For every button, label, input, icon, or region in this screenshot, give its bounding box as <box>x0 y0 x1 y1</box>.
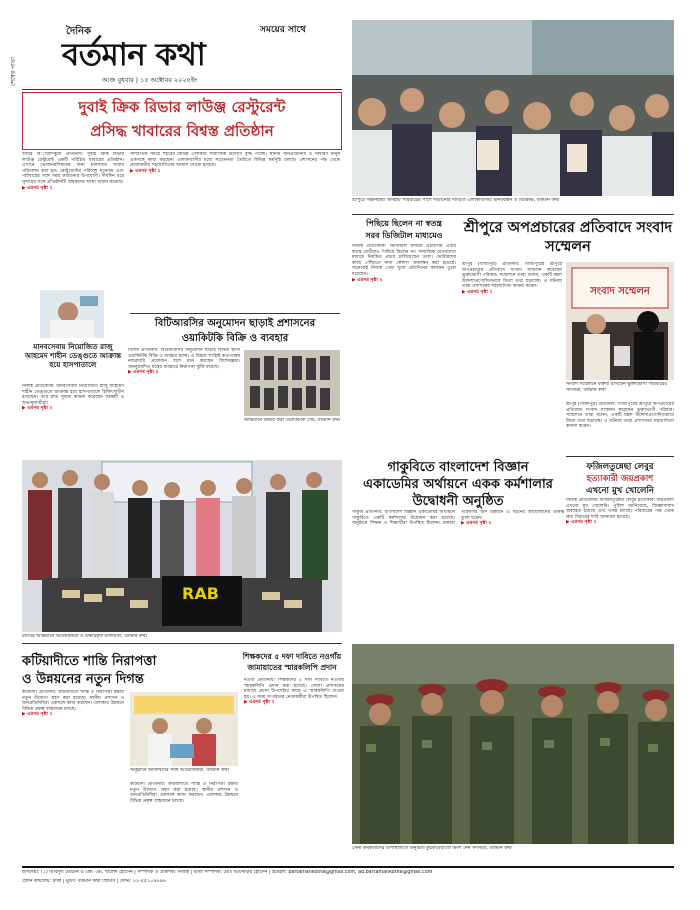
story-mid-top-body: সাম্প্রতিক সময়ে শহরের বিভিন্ন এলাকায় সামাজিক উদ্যোগ বৃদ্ধি পাচ্ছে। স্থানীয় জনপ্রতিনিধি ও সাধারণ মানুষ একসঙ্গে কাজ করছেন। এলাকাবাসীর মধ্যে সচেতনতা তৈরিতে বিভিন্ন কর্মসূচি চলছে। প্রশাসনের পক্ষ থেকে প্রয়োজনীয় সহযোগিতার আশ্বাস দেওয়া হয়েছে। <box>130 152 340 169</box>
faz-body-block <box>566 498 674 640</box>
faz-title-1: ফজিলতুন্নেছা লেবুর <box>586 462 654 472</box>
btrc-body: বিশেষ প্রতিনিধি: বিটিআরসির অনুমোদন ছাড়াই বিভিন্ন স্থানে ওয়াকিটকি বিক্রি ও ব্যবহার হচ্ছে। এ বিষয়ে সংশ্লিষ্ট কর্তৃপক্ষের নজরদারি প্রয়োজন বলে মনে করছেন বিশেষজ্ঞরা। অননুমোদিত যন্ত্রের ব্যবহারে নিরাপত্তা ঝুঁকি বাড়ছে। <box>128 348 240 370</box>
sreepur-title: শ্রীপুরে অপপ্রচারের প্রতিবাদে সংবাদ সম্মেলন <box>463 219 673 255</box>
btrc-caption: অভিযানে উদ্ধার করা ওয়াকিটকি সেট, বর্তমান কথা <box>244 418 340 423</box>
gaku-title-1: গাকুবিতে বাংলাদেশ বিজ্ঞান <box>387 460 529 475</box>
masthead-rule <box>22 89 342 90</box>
btrc-title-1: বিটিআরসির অনুমোদন ছাড়াই প্রশাসনের <box>154 318 316 329</box>
katiadi-title-1: কটিয়াদীতে শান্তি নিরাপত্তা <box>22 654 157 669</box>
masthead-prefix: দৈনিক <box>66 26 92 37</box>
story-mid-top <box>130 152 340 260</box>
footer-rule <box>22 866 674 868</box>
walkie-talkie-image <box>244 350 340 416</box>
manab-photo <box>40 290 104 338</box>
katiadi-title-2: ও উন্নয়নের নতুন দিগন্ত <box>22 672 144 687</box>
rab-rule <box>22 643 342 644</box>
rab-bag-text: RAB <box>182 584 219 603</box>
manab-title: মানবসেবায় নিয়োজিত রাজু আহমেদ শাহীন ডেঙ্গুতে আক্রান্ত হয়ে হাসপাতালে <box>24 342 122 369</box>
btrc-photo <box>244 350 340 416</box>
katiadi-caption: অনুষ্ঠানে অতিথিদের সঙ্গে আয়োজকরা, বর্তমান কথা <box>130 768 229 773</box>
army-photo <box>352 644 674 844</box>
faz-title-3: এখনো মুখ খোলেনি <box>586 486 654 496</box>
story-left-top <box>22 152 124 282</box>
katiadi-photo <box>130 692 238 766</box>
continued-link[interactable]: ▶ এরপর পৃষ্ঠা ২ <box>461 521 492 527</box>
ad-line2: প্রসিদ্ধ খাবারের বিশ্বস্ত প্রতিষ্ঠান <box>90 122 274 140</box>
pichiye-title: সরব ডিজিটাল মাধ্যমেও <box>365 230 443 240</box>
continued-link[interactable]: ▶ এরপর পৃষ্ঠা ২ <box>130 168 161 174</box>
katiadi-body-block <box>22 690 124 866</box>
sreepur-body-cont: শ্রীপুর (গাজীপুর) প্রতিনিধি: গাজীপুরের শ্রীপুরে অপপ্রচারের প্রতিবাদে সংবাদ সম্মেলন করেছেন ভুক্তভোগী পরিবার। সম্মেলনে তারা বলেন, একটি মহল উদ্দেশ্যপ্রণোদিতভাবে মিথ্যা তথ্য ছড়াচ্ছে। এ ঘটনায় তারা প্রশাসনের সহযোগিতা কামনা করেন। <box>566 402 674 430</box>
pichiye-body: নিজস্ব প্রতিবেদক: ডিজিটাল মাধ্যমে প্রচারণায় এবার স্বতন্ত্র প্রার্থীরাও পিছিয়ে ছিলেন না। সামাজিক যোগাযোগ মাধ্যমে নিয়মিত প্রচার চালিয়েছেন তারা। ভোটারদের কাছে পৌঁছাতে নানা কৌশল অবলম্বন করা হয়েছে। অনেকেই নিজস্ব পেজ খুলে প্রতিদিনের কার্যক্রম তুলে ধরেছেন। <box>352 244 456 277</box>
rab-operation-image <box>22 460 342 632</box>
gaku-title-3: উদ্বোধনী অনুষ্ঠিত <box>412 494 504 509</box>
hero-crowd-image <box>352 20 674 196</box>
sreepur-banner-text: সংবাদ সম্মেলন <box>590 286 650 297</box>
continued-link[interactable]: ▶ এরপর পৃষ্ঠা ২ <box>566 520 597 526</box>
shikkha-title-1: শিক্ষকদের ৫ দফা দাবিতে নওগাঁয় <box>242 652 342 661</box>
rab-caption: র‍্যাবের অভিযানে আটককৃতরা ও উদ্ধারকৃত মালামাল, বর্তমান কথা <box>22 634 147 639</box>
story-left-top-body: আমর অাবাদিঝুঁজ প্রতিনিধি: দুবাই ক্রিক রিভার লাউঞ্জ রেস্টুরেন্ট একটি পরিচিত খাবারের প্রতিষ্ঠান। এখানে ভোজনরসিকদের জন্য মানসম্মত খাবার পরিবেশন করা হয়। রেস্টুরেন্টের পরিবেশ মনোরম এবং পরিবারের সঙ্গে সময় কাটানোর উপযোগী। দীর্ঘদিন ধরে সুনামের সঙ্গে প্রতিষ্ঠানটি গ্রাহকদের আস্থা অর্জন করেছে। <box>22 152 124 185</box>
sreepur-body: শ্রীপুর (গাজীপুর) প্রতিনিধি: গাজীপুরের শ্রীপুরে অপপ্রচারের প্রতিবাদে সংবাদ সম্মেলন করেছেন ভুক্তভোগী পরিবার। সম্মেলনে তারা বলেন, একটি মহল উদ্দেশ্যপ্রণোদিতভাবে মিথ্যা তথ্য ছড়াচ্ছে। এ ঘটনায় তারা প্রশাসনের সহযোগিতা কামনা করেন। <box>462 262 562 290</box>
pichiye-kicker: পিছিয়ে ছিলেন না স্বতন্ত্র <box>366 218 442 228</box>
ad-line1: দুবাই ক্রিক রিভার লাউঞ্জ রেস্টুরেন্ট <box>78 98 286 116</box>
katiadi-event-image <box>130 692 238 766</box>
gaku-title-2: একাডেমির অর্থায়নে একক কর্মশালার <box>363 477 553 492</box>
sreepur-body-block-2 <box>566 402 674 452</box>
hero-caption: শ্রীপুরে সন্তানহারা অসহায় পরিবারের পাশে দাঁড়ানোর দাবিতে এলাকাবাসীর মানববন্ধন ও বিক্ষোভ, বর্তমান কথা <box>352 198 560 203</box>
continued-link[interactable]: ▶ এরপর পৃষ্ঠা ২ <box>22 712 53 718</box>
sreepur-body-block <box>462 262 562 452</box>
manab-body: নিজস্ব প্রতিবেদক: মানবসেবায় নিয়োজিত রাজু আহমেদ শাহীন ডেঙ্গুতে আক্রান্ত হয়ে হাসপাতালে চিকিৎসাধীন রয়েছেন। তার দ্রুত সুস্থতা কামনা করেছেন সহকর্মী ও শুভানুধ্যায়ীরা। <box>22 384 124 406</box>
sreepur-photo <box>566 262 674 380</box>
masthead-name: বর্তমান কথা <box>62 37 206 73</box>
army-parade-image <box>352 644 674 844</box>
shikkha-body: নওগাঁ প্রতিনিধি: শিক্ষকদের ৫ দফা দাবিতে নওগাঁয় স্মারকলিপি প্রদান করা হয়েছে। জেলা প্রশাসকের মাধ্যমে প্রধান উপদেষ্টার কাছে এ স্মারকলিপি দেওয়া হয়। এ সময় সংগঠনের নেতাকর্মীরা উপস্থিত ছিলেন। <box>244 678 344 700</box>
shikkha-title-2: জামায়াতের স্মারকলিপি প্রদান <box>247 663 337 672</box>
hospital-patient-image <box>40 290 104 338</box>
sreepur-caption: সংবাদ সম্মেলনে বক্তব্য রাখছেন ভুক্তভোগী পরিবারের সদস্যরা, বর্তমান কথা <box>566 382 667 393</box>
katiadi-body-cont: কটিয়াদী প্রতিনিধি: কটিয়াদীতে শান্তি ও নিরাপত্তা রক্ষায় নতুন উদ্যোগ গ্রহণ করা হয়েছে। স্থানীয় প্রশাসন ও জনপ্রতিনিধিরা একসঙ্গে কাজ করছেন। এলাকার উন্নয়নে বিভিন্ন প্রকল্প বাস্তবায়ন চলছে। <box>130 782 238 804</box>
pichiye-body-block <box>352 244 456 454</box>
hero-photo <box>352 20 674 196</box>
katiadi-body: কটিয়াদী প্রতিনিধি: কটিয়াদীতে শান্তি ও নিরাপত্তা রক্ষায় নতুন উদ্যোগ গ্রহণ করা হয়েছে। স্থানীয় প্রশাসন ও জনপ্রতিনিধিরা একসঙ্গে কাজ করছেন। এলাকার উন্নয়নে বিভিন্ন প্রকল্প বাস্তবায়ন চলছে। <box>22 690 124 712</box>
btrc-body-block <box>128 348 240 456</box>
footer-line1: উপদেষ্টা: (১) আবদুল মোমেন ও এফ. এম. খালেদ হোসেন | সম্পাদক ও প্রকাশক: নিজস্ব | বার্তা সম্পাদক: মোঃ আনোয়ার হোসেন | ইমেইল: bartamankotha@gmail.com, ad.bartamankotha@gmail.com <box>22 870 433 875</box>
ad-banner <box>22 92 342 150</box>
btrc-rule <box>130 313 340 314</box>
faz-rule <box>566 456 674 457</box>
shikkha-body-block <box>244 678 344 866</box>
continued-link[interactable]: ▶ এরপর পৃষ্ঠা ২ <box>22 185 53 191</box>
gaku-body-block <box>352 510 564 640</box>
gaku-body: গাকুবি প্রতিনিধি: বাংলাদেশ বিজ্ঞান একাডেমির অর্থায়নে গাকুবিতে একটি কর্মশালার উদ্বোধন করা হয়েছে। অনুষ্ঠানে শিক্ষক ও শিক্ষার্থীরা উপস্থিত ছিলেন। বক্তারা গবেষণার মান উন্নয়নে এ ধরনের আয়োজনের গুরুত্ব তুলে ধরেন। <box>352 510 564 527</box>
hero-rule <box>352 214 674 215</box>
continued-link[interactable]: ▶ এরপর পৃষ্ঠা ২ <box>128 370 159 376</box>
footer-line2: প্রধান কার্যালয়: ঢাকা | মুদ্রণ: বর্তমান কথা প্রিন্টার্স | ফোন: ০২-৫৫১০৯৮৯৬ <box>22 879 166 884</box>
continued-link[interactable]: ▶ এরপর পৃষ্ঠা ২ <box>22 406 53 412</box>
masthead-tagline: সময়ের সাথে <box>260 25 306 35</box>
faz-title-2: হত্যাকারী জয়প্রকাশ <box>586 474 654 484</box>
katiadi-body-block-2 <box>130 782 238 866</box>
manab-body-block <box>22 384 124 456</box>
masthead <box>10 20 342 92</box>
army-caption: সেনা কর্মকর্তাদের উপস্থিতিতে অনুষ্ঠিত কুচকাওয়াজে অংশ নেন সদস্যরা, বর্তমান কথা <box>352 846 512 851</box>
faz-body: নিজস্ব প্রতিবেদক: ফজিলতুন্নেছা লেবুর হত্যাকারী জয়প্রকাশ এখনো মুখ খোলেনি। পুলিশ জানিয়েছে, জিজ্ঞাসাবাদ অব্যাহত রয়েছে এবং তদন্ত চলছে। পরিবারের পক্ষ থেকে দ্রুত বিচারের দাবি জানানো হয়েছে। <box>566 498 674 520</box>
continued-link[interactable]: ▶ এরপর পৃষ্ঠা ২ <box>352 277 383 283</box>
continued-link[interactable]: ▶ এরপর পৃষ্ঠা ২ <box>462 289 493 295</box>
continued-link[interactable]: ▶ এরপর পৃষ্ঠা ২ <box>244 700 275 706</box>
press-conference-image <box>566 262 674 380</box>
masthead-date: আজ বুধবার | ১৫ অক্টোবর ২০২৫ইং <box>102 76 198 84</box>
btrc-title-2: ওয়াকিটকি বিক্রি ও ব্যবহার <box>181 333 289 344</box>
side-label: শেষের পাতা <box>10 57 17 86</box>
rab-photo <box>22 460 342 632</box>
